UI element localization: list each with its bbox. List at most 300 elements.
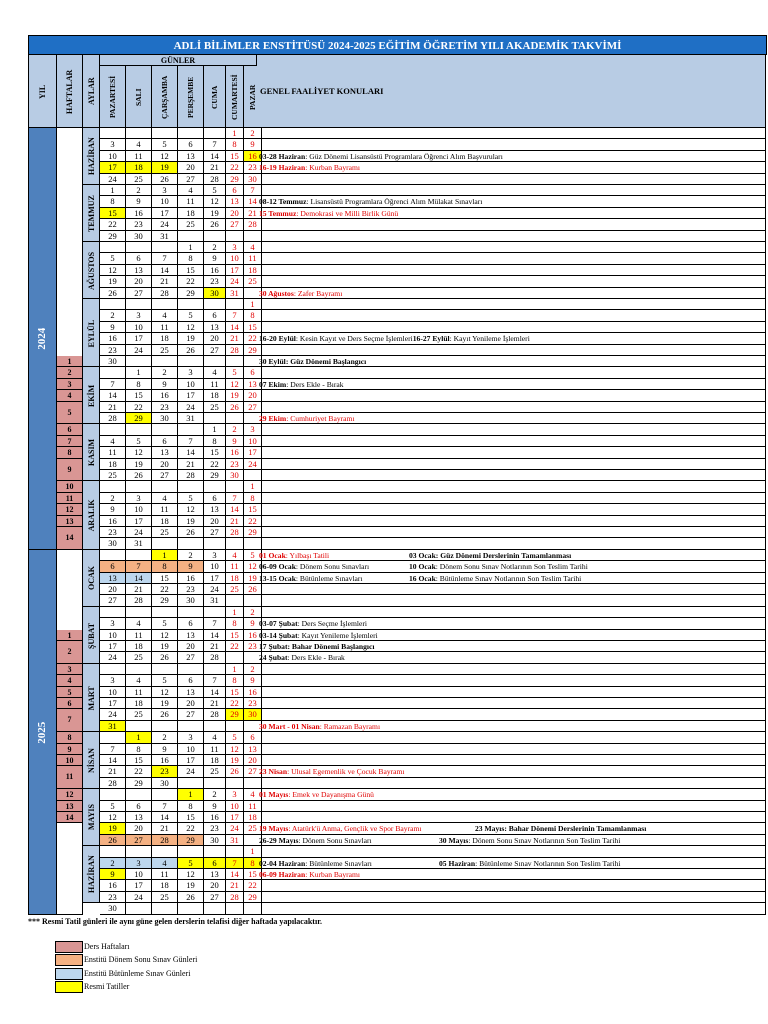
month-label: NİSAN <box>87 748 96 774</box>
calendar-day: 4 <box>178 185 204 196</box>
calendar-day: 25 <box>152 345 178 356</box>
calendar-day: 1 <box>152 550 178 561</box>
calendar-day <box>100 550 126 561</box>
activity-text: : Bütünleme Sınavları <box>305 858 372 868</box>
activity-text: : Emek ve Dayanışma Günü <box>288 790 374 800</box>
calendar-day: 26 <box>204 219 226 230</box>
calendar-day: 21 <box>204 641 226 652</box>
day-header-4: PERŞEMBE <box>186 76 195 118</box>
calendar-day: 3 <box>178 367 204 378</box>
calendar-day <box>204 903 226 914</box>
calendar-day: 2 <box>152 367 178 378</box>
calendar-day: 14 <box>226 322 244 333</box>
calendar-day: 27 <box>204 527 226 538</box>
calendar-day: 20 <box>204 880 226 891</box>
calendar-day: 12 <box>152 630 178 641</box>
calendar-day: 29 <box>126 778 152 789</box>
calendar-day: 1 <box>100 185 126 196</box>
calendar-day: 30 <box>100 903 126 914</box>
calendar-day: 25 <box>100 470 126 481</box>
calendar-day: 8 <box>178 253 204 264</box>
calendar-day <box>204 664 226 675</box>
activity-row <box>257 538 766 549</box>
calendar-day: 14 <box>244 196 262 207</box>
calendar-day <box>126 299 152 310</box>
activity-row <box>257 801 766 812</box>
activity-text: : Dönem Sonu Sınavları <box>298 835 372 845</box>
calendar-day: 22 <box>226 641 244 652</box>
activity-text: : Dönem Sonu Sınav Notlarının Son Teslim Tarihi <box>435 562 588 572</box>
calendar-day: 3 <box>226 242 244 253</box>
calendar-day <box>226 778 244 789</box>
calendar-day: 24 <box>126 345 152 356</box>
calendar-day: 16 <box>244 630 262 641</box>
calendar-day: 3 <box>178 732 204 743</box>
calendar-day <box>178 481 204 492</box>
calendar-day: 28 <box>204 652 226 663</box>
calendar-day: 19 <box>226 390 244 401</box>
calendar-day <box>178 231 204 242</box>
calendar-day: 4 <box>100 436 126 447</box>
activity-text: 03-14 Şubat <box>259 630 298 640</box>
calendar-day: 6 <box>244 732 262 743</box>
calendar-day: 7 <box>244 185 262 196</box>
calendar-day: 5 <box>178 858 204 869</box>
day-header-1: PAZARTESİ <box>108 75 117 119</box>
month-label: EKİM <box>87 384 96 408</box>
calendar-day <box>204 721 226 732</box>
week-number: 7 <box>57 436 83 447</box>
calendar-day: 8 <box>244 493 262 504</box>
calendar-day <box>152 846 178 857</box>
calendar-day: 20 <box>178 698 204 709</box>
calendar-day: 20 <box>204 516 226 527</box>
activity-row <box>257 812 766 823</box>
calendar-day <box>226 538 244 549</box>
calendar-day: 25 <box>244 276 262 287</box>
activity-text: : Ulusal Egemenlik ve Çocuk Bayramı <box>287 767 405 777</box>
calendar-day: 19 <box>204 208 226 219</box>
calendar-day: 1 <box>204 424 226 435</box>
calendar-day <box>126 481 152 492</box>
calendar-day <box>126 789 152 800</box>
calendar-day: 22 <box>178 276 204 287</box>
activity-row <box>257 527 766 538</box>
activity-text: 16 Ocak <box>409 573 436 583</box>
calendar-day: 25 <box>244 823 262 834</box>
calendar-day: 17 <box>100 641 126 652</box>
calendar-day: 11 <box>226 561 244 572</box>
calendar-day: 27 <box>178 652 204 663</box>
calendar-day <box>226 481 244 492</box>
months-header: AYLAR <box>87 77 96 106</box>
calendar-day: 3 <box>100 139 126 150</box>
calendar-day: 10 <box>204 561 226 572</box>
week-number: 6 <box>57 424 83 435</box>
legend-swatch <box>55 968 83 980</box>
calendar-day: 12 <box>100 265 126 276</box>
calendar-day: 25 <box>226 584 244 595</box>
calendar-day <box>126 128 152 139</box>
calendar-day: 11 <box>152 322 178 333</box>
activity-text: : Demokrasi ve Milli Birlik Günü <box>296 208 399 218</box>
calendar-day: 14 <box>204 151 226 162</box>
calendar-day: 22 <box>226 698 244 709</box>
calendar-day: 2 <box>178 550 204 561</box>
calendar-day: 14 <box>126 573 152 584</box>
calendar-day: 13 <box>244 744 262 755</box>
calendar-day: 5 <box>152 139 178 150</box>
activity-row <box>257 390 766 401</box>
calendar-day <box>152 424 178 435</box>
calendar-day: 11 <box>126 151 152 162</box>
calendar-day <box>100 481 126 492</box>
calendar-day: 28 <box>226 345 244 356</box>
calendar-day: 6 <box>178 139 204 150</box>
calendar-day: 18 <box>126 162 152 173</box>
calendar-day: 2 <box>126 185 152 196</box>
calendar-day: 10 <box>178 744 204 755</box>
calendar-day: 23 <box>204 276 226 287</box>
calendar-day: 12 <box>152 151 178 162</box>
calendar-day: 20 <box>226 208 244 219</box>
calendar-day <box>152 242 178 253</box>
calendar-day: 26 <box>178 527 204 538</box>
calendar-day: 12 <box>226 379 244 390</box>
calendar-day: 29 <box>152 595 178 606</box>
calendar-day <box>100 664 126 675</box>
calendar-day <box>204 356 226 367</box>
calendar-day: 4 <box>152 493 178 504</box>
calendar-day: 26 <box>100 835 126 846</box>
calendar-day: 5 <box>204 185 226 196</box>
calendar-day: 11 <box>244 253 262 264</box>
activity-text: 06-09 Haziran <box>259 870 306 879</box>
calendar-day: 14 <box>226 869 244 880</box>
calendar-day <box>178 128 204 139</box>
calendar-day: 2 <box>244 664 262 675</box>
week-number: 2 <box>57 641 83 664</box>
calendar-day: 8 <box>204 436 226 447</box>
calendar-day: 8 <box>126 379 152 390</box>
calendar-day <box>226 231 244 242</box>
legend-label: Resmi Tatiller <box>84 982 130 992</box>
calendar-day: 1 <box>126 367 152 378</box>
calendar-day: 24 <box>152 219 178 230</box>
activity-row <box>257 447 766 458</box>
month-label: HAZİRAN <box>87 137 96 176</box>
year-2025-label: 2025 <box>36 721 48 744</box>
calendar-day: 22 <box>244 516 262 527</box>
calendar-day: 2 <box>100 310 126 321</box>
week-number: 9 <box>57 459 83 482</box>
calendar-day: 25 <box>204 766 226 777</box>
calendar-day: 7 <box>152 253 178 264</box>
calendar-day: 8 <box>100 196 126 207</box>
month-label: MART <box>87 685 96 711</box>
calendar-day: 30 <box>100 538 126 549</box>
activity-text: 16-27 Eylül <box>412 334 450 344</box>
calendar-day: 20 <box>244 390 262 401</box>
calendar-day: 12 <box>204 196 226 207</box>
calendar-day: 18 <box>204 755 226 766</box>
week-number: 1 <box>57 630 83 641</box>
calendar-day: 15 <box>178 265 204 276</box>
calendar-day: 19 <box>152 698 178 709</box>
calendar-day: 13 <box>178 687 204 698</box>
week-number: 8 <box>57 447 83 458</box>
activity-row <box>257 880 766 891</box>
calendar-day: 28 <box>100 413 126 424</box>
calendar-day: 30 <box>178 595 204 606</box>
calendar-day: 6 <box>204 310 226 321</box>
activity-text: : Cumhuriyet Bayramı <box>286 414 355 423</box>
activity-row <box>257 595 766 606</box>
calendar-day: 16 <box>100 880 126 891</box>
calendar-day: 11 <box>126 630 152 641</box>
year-header: YIL <box>38 84 47 99</box>
activity-row <box>257 709 766 720</box>
month-label: OCAK <box>87 566 96 591</box>
calendar-day: 12 <box>100 812 126 823</box>
calendar-day <box>152 538 178 549</box>
week-number: 13 <box>57 801 83 812</box>
calendar-day: 16 <box>100 333 126 344</box>
calendar-day: 16 <box>152 755 178 766</box>
activity-text: : Kesin Kayıt ve Ders Seçme İşlemleri <box>295 334 413 344</box>
calendar-day: 29 <box>100 231 126 242</box>
day-header-7: PAZAR <box>248 84 257 110</box>
calendar-day: 20 <box>100 584 126 595</box>
calendar-day: 21 <box>226 516 244 527</box>
calendar-day: 18 <box>126 641 152 652</box>
calendar-day: 1 <box>244 299 262 310</box>
calendar-day: 24 <box>226 823 244 834</box>
calendar-day: 1 <box>226 128 244 139</box>
activity-text: : Atatürk'ü Anma, Gençlik ve Spor Bayramı <box>288 824 422 834</box>
activity-row <box>257 322 766 333</box>
calendar-day: 14 <box>100 755 126 766</box>
footnote: *** Resmi Tatil günleri ile aynı güne gelen derslerin telafisi diğer haftada yapılacaktır. <box>28 916 323 926</box>
calendar-day: 24 <box>204 584 226 595</box>
calendar-day <box>226 299 244 310</box>
calendar-day <box>178 721 204 732</box>
calendar-day <box>204 846 226 857</box>
calendar-day: 30 <box>152 778 178 789</box>
calendar-day: 31 <box>100 721 126 732</box>
activity-text: : Bahar Dönemi Başlangıcı <box>287 642 375 651</box>
calendar-day: 2 <box>226 424 244 435</box>
calendar-day: 24 <box>244 459 262 470</box>
calendar-day <box>204 607 226 618</box>
calendar-day: 13 <box>226 196 244 207</box>
calendar-day: 29 <box>244 345 262 356</box>
calendar-day: 9 <box>226 436 244 447</box>
calendar-day: 26 <box>152 709 178 720</box>
calendar-day <box>152 721 178 732</box>
calendar-day: 21 <box>152 276 178 287</box>
activity-row <box>257 516 766 527</box>
calendar-day: 24 <box>178 402 204 413</box>
activity-row <box>257 504 766 515</box>
calendar-day: 8 <box>244 310 262 321</box>
activity-text: : Bütünleme Sınavları <box>295 573 363 583</box>
calendar-day: 23 <box>100 527 126 538</box>
calendar-day: 11 <box>152 504 178 515</box>
calendar-day: 7 <box>226 310 244 321</box>
week-number: 14 <box>57 812 83 823</box>
calendar-day: 16 <box>178 573 204 584</box>
calendar-day: 18 <box>226 573 244 584</box>
calendar-day: 27 <box>204 892 226 903</box>
activity-text: 30 Mayıs <box>439 835 469 845</box>
calendar-day: 21 <box>126 584 152 595</box>
calendar-day: 4 <box>152 310 178 321</box>
calendar-day: 9 <box>126 196 152 207</box>
month-label: TEMMUZ <box>87 195 96 232</box>
calendar-day: 19 <box>226 755 244 766</box>
calendar-day: 28 <box>226 527 244 538</box>
calendar-day: 28 <box>204 174 226 185</box>
calendar-day <box>204 538 226 549</box>
calendar-day: 29 <box>204 470 226 481</box>
calendar-day: 8 <box>244 858 262 869</box>
month-label: AĞUSTOS <box>87 251 96 290</box>
calendar-day <box>100 789 126 800</box>
calendar-day: 26 <box>152 652 178 663</box>
calendar-day: 7 <box>204 675 226 686</box>
month-label: KASIM <box>87 439 96 467</box>
calendar-day: 6 <box>178 675 204 686</box>
calendar-day: 16 <box>204 812 226 823</box>
calendar-day: 17 <box>244 447 262 458</box>
calendar-day: 9 <box>152 379 178 390</box>
activity-row <box>257 436 766 447</box>
calendar-day: 12 <box>126 447 152 458</box>
calendar-day: 24 <box>178 766 204 777</box>
calendar-day <box>178 607 204 618</box>
week-number: 11 <box>57 766 83 789</box>
calendar-day: 18 <box>152 516 178 527</box>
calendar-day <box>226 356 244 367</box>
calendar-day: 26 <box>126 470 152 481</box>
activity-row <box>257 607 766 618</box>
calendar-day: 15 <box>244 869 262 880</box>
calendar-day <box>126 242 152 253</box>
calendar-day: 31 <box>204 595 226 606</box>
calendar-day: 29 <box>226 174 244 185</box>
week-number: 5 <box>57 687 83 698</box>
activity-text: 30 Ağustos <box>259 288 294 298</box>
legend-label: Enstitü Bütünleme Sınav Günleri <box>84 968 191 978</box>
calendar-day <box>204 128 226 139</box>
activity-text: 30 Eylül <box>259 357 286 366</box>
calendar-day: 10 <box>226 801 244 812</box>
calendar-day: 21 <box>244 208 262 219</box>
calendar-day: 31 <box>178 413 204 424</box>
calendar-day: 5 <box>152 618 178 629</box>
calendar-day: 3 <box>100 675 126 686</box>
calendar-day <box>178 356 204 367</box>
calendar-day: 13 <box>126 265 152 276</box>
calendar-day: 22 <box>244 880 262 891</box>
calendar-day: 18 <box>244 265 262 276</box>
calendar-day: 14 <box>152 812 178 823</box>
activity-text: 30 Mart - 01 Nisan <box>259 721 320 731</box>
activity-text: : Kayıt Yenileme İşlemleri <box>449 334 530 344</box>
activity-row <box>257 367 766 378</box>
activity-row <box>257 892 766 903</box>
calendar-day: 18 <box>204 390 226 401</box>
activity-text: : Yılbaşı Tatili <box>285 550 330 560</box>
calendar-day: 9 <box>100 322 126 333</box>
calendar-day: 17 <box>126 333 152 344</box>
calendar-day: 29 <box>178 835 204 846</box>
activity-text: 17 Şubat <box>259 642 288 651</box>
week-number: 6 <box>57 698 83 709</box>
activity-text: 19 Mayıs <box>259 824 289 834</box>
calendar-day: 11 <box>152 869 178 880</box>
calendar-day: 15 <box>100 208 126 219</box>
calendar-day: 29 <box>178 288 204 299</box>
calendar-day: 5 <box>226 732 244 743</box>
activity-text: 07 Ekim <box>259 379 287 389</box>
calendar-day: 21 <box>152 823 178 834</box>
calendar-day: 19 <box>178 516 204 527</box>
calendar-day: 11 <box>178 196 204 207</box>
calendar-day: 12 <box>152 687 178 698</box>
calendar-day: 26 <box>178 892 204 903</box>
calendar-day: 18 <box>152 333 178 344</box>
calendar-day: 26 <box>100 288 126 299</box>
calendar-day: 27 <box>126 288 152 299</box>
calendar-day: 29 <box>244 527 262 538</box>
calendar-day: 30 <box>226 470 244 481</box>
calendar-day: 8 <box>126 744 152 755</box>
activity-text: : Bahar Dönemi Derslerinin Tamamlanması <box>504 824 647 834</box>
activity-row <box>257 424 766 435</box>
calendar-day: 20 <box>178 162 204 173</box>
calendar-day <box>178 299 204 310</box>
week-number: 10 <box>57 481 83 492</box>
activity-text: 03 Ocak <box>409 550 436 560</box>
calendar-day: 10 <box>126 869 152 880</box>
calendar-day: 27 <box>100 595 126 606</box>
calendar-day: 30 <box>152 413 178 424</box>
calendar-day: 22 <box>126 402 152 413</box>
activity-row <box>257 128 766 139</box>
calendar-day: 4 <box>126 675 152 686</box>
calendar-day: 24 <box>100 709 126 720</box>
calendar-day: 21 <box>204 162 226 173</box>
calendar-day: 20 <box>204 333 226 344</box>
calendar-day: 2 <box>152 732 178 743</box>
activity-text: 24 Şubat <box>259 653 288 663</box>
calendar-day: 13 <box>126 812 152 823</box>
calendar-day: 19 <box>126 459 152 470</box>
calendar-day: 19 <box>244 573 262 584</box>
activity-text: 03-28 Haziran <box>259 151 306 161</box>
calendar-day: 6 <box>126 801 152 812</box>
calendar-day: 3 <box>100 618 126 629</box>
calendar-day: 31 <box>226 288 244 299</box>
month-label: ARALIK <box>87 499 96 532</box>
calendar-day: 2 <box>100 493 126 504</box>
legend-label: Enstitü Dönem Sonu Sınav Günleri <box>84 955 198 965</box>
calendar-day: 21 <box>178 459 204 470</box>
calendar-day: 30 <box>204 835 226 846</box>
calendar-day: 29 <box>126 413 152 424</box>
